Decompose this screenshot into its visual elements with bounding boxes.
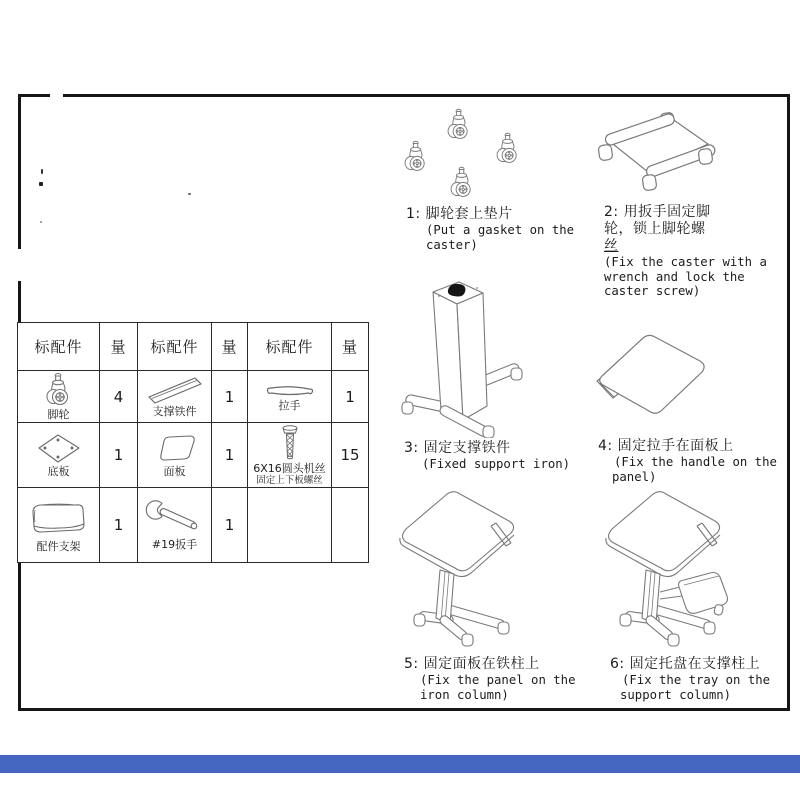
part-label: 6X16圆头机丝: [253, 462, 326, 475]
step-text-en: support column): [620, 687, 732, 702]
step-text-en: (Fix the handle on the: [614, 455, 777, 469]
step3-caption: [404, 440, 570, 472]
part-cell-handle: [248, 371, 332, 423]
part-cell-panel: [138, 423, 212, 488]
step4-caption: [598, 438, 777, 484]
part-label: #19扳手: [151, 537, 198, 551]
step3-support-column-illustration: [393, 278, 543, 438]
part-cell-caster: [18, 371, 100, 423]
step-text-en: iron column): [420, 687, 509, 702]
parts-table: [17, 322, 369, 563]
part-qty: 1: [212, 488, 248, 563]
part-label: 拉手: [278, 399, 301, 412]
step-title: 2: 用扳手固定脚: [604, 204, 711, 220]
wrench-icon: [145, 500, 205, 538]
frame-bottom-border: [18, 708, 790, 711]
step-text-en: caster screw): [604, 284, 701, 298]
parts-table-header: 量: [100, 323, 138, 371]
caster-icon: [42, 372, 76, 408]
parts-table-header: 量: [332, 323, 369, 371]
part-label: 配件支架: [36, 539, 81, 553]
frame-right-border: [787, 94, 790, 711]
footer-accent-bar: [0, 755, 800, 773]
step-text-zh-underlined: 丝: [604, 238, 619, 254]
parts-table-header: 标配件: [138, 323, 212, 371]
step-text-en: (Fixed support iron): [422, 457, 571, 471]
parts-table-header: 标配件: [18, 323, 100, 371]
part-qty: 1: [100, 423, 138, 488]
part-label: 面板: [163, 464, 186, 478]
step-text-en: (Fix the caster with a: [604, 255, 767, 269]
step6-table-tray-illustration: [600, 486, 740, 654]
scan-speck: [39, 182, 43, 186]
step-title: 4: 固定拉手在面板上: [598, 438, 734, 454]
step-text-en: (Fix the tray on the: [622, 673, 771, 687]
part-sublabel: 固定上下板螺丝: [256, 475, 323, 486]
step-text-en: (Fix the panel on the: [420, 673, 576, 687]
step2-caster-base-illustration: [596, 102, 726, 200]
handle-icon: [264, 381, 316, 399]
step-text-zh: 轮，锁上脚轮螺: [604, 221, 706, 237]
scan-speck: [188, 193, 191, 195]
part-cell-wrench: [138, 488, 212, 563]
frame-left-border-upper: [18, 94, 21, 249]
part-label: 脚轮: [47, 408, 70, 421]
step2-caption: [604, 204, 767, 299]
step5-table-illustration: [392, 486, 528, 654]
frame-top-left-stub: [18, 94, 50, 97]
step4-panel-illustration: [588, 328, 716, 420]
step-text-en: caster): [426, 237, 478, 252]
part-qty: 1: [332, 371, 369, 423]
step-title: 1: 脚轮套上垫片: [406, 206, 513, 222]
part-qty-empty: [332, 488, 369, 563]
part-qty: 4: [100, 371, 138, 423]
base-plate-icon: [36, 433, 82, 465]
part-label: 底板: [47, 464, 70, 478]
step-title: 3: 固定支撑铁件: [404, 440, 511, 456]
support-iron-icon: [146, 375, 204, 405]
screw-icon: [277, 424, 303, 462]
scan-speck: [40, 221, 42, 223]
step1-caption: [406, 206, 574, 252]
step-text-en: wrench and lock the: [604, 269, 745, 284]
step6-caption: [610, 656, 770, 702]
parts-table-header: 标配件: [248, 323, 332, 371]
parts-table-header: 量: [212, 323, 248, 371]
panel-icon: [152, 433, 198, 465]
step-title: 5: 固定面板在铁柱上: [404, 656, 540, 672]
bracket-icon: [28, 498, 90, 540]
step5-caption: [404, 656, 575, 702]
step-title: 6: 固定托盘在支撑柱上: [610, 656, 761, 672]
step1-casters-illustration: [398, 106, 548, 206]
step-text-en: panel): [612, 469, 657, 484]
part-cell-screw: [248, 423, 332, 488]
part-label: 支撑铁件: [152, 405, 197, 418]
step-text-en: (Put a gasket on the: [426, 223, 575, 237]
part-qty: 1: [212, 423, 248, 488]
part-cell-bracket: [18, 488, 100, 563]
part-cell-empty: [248, 488, 332, 563]
frame-top-border: [63, 94, 790, 97]
part-cell-support-iron: [138, 371, 212, 423]
scan-speck: [41, 169, 43, 174]
part-qty: 1: [212, 371, 248, 423]
part-cell-base-plate: [18, 423, 100, 488]
part-qty: 15: [332, 423, 369, 488]
part-qty: 1: [100, 488, 138, 563]
